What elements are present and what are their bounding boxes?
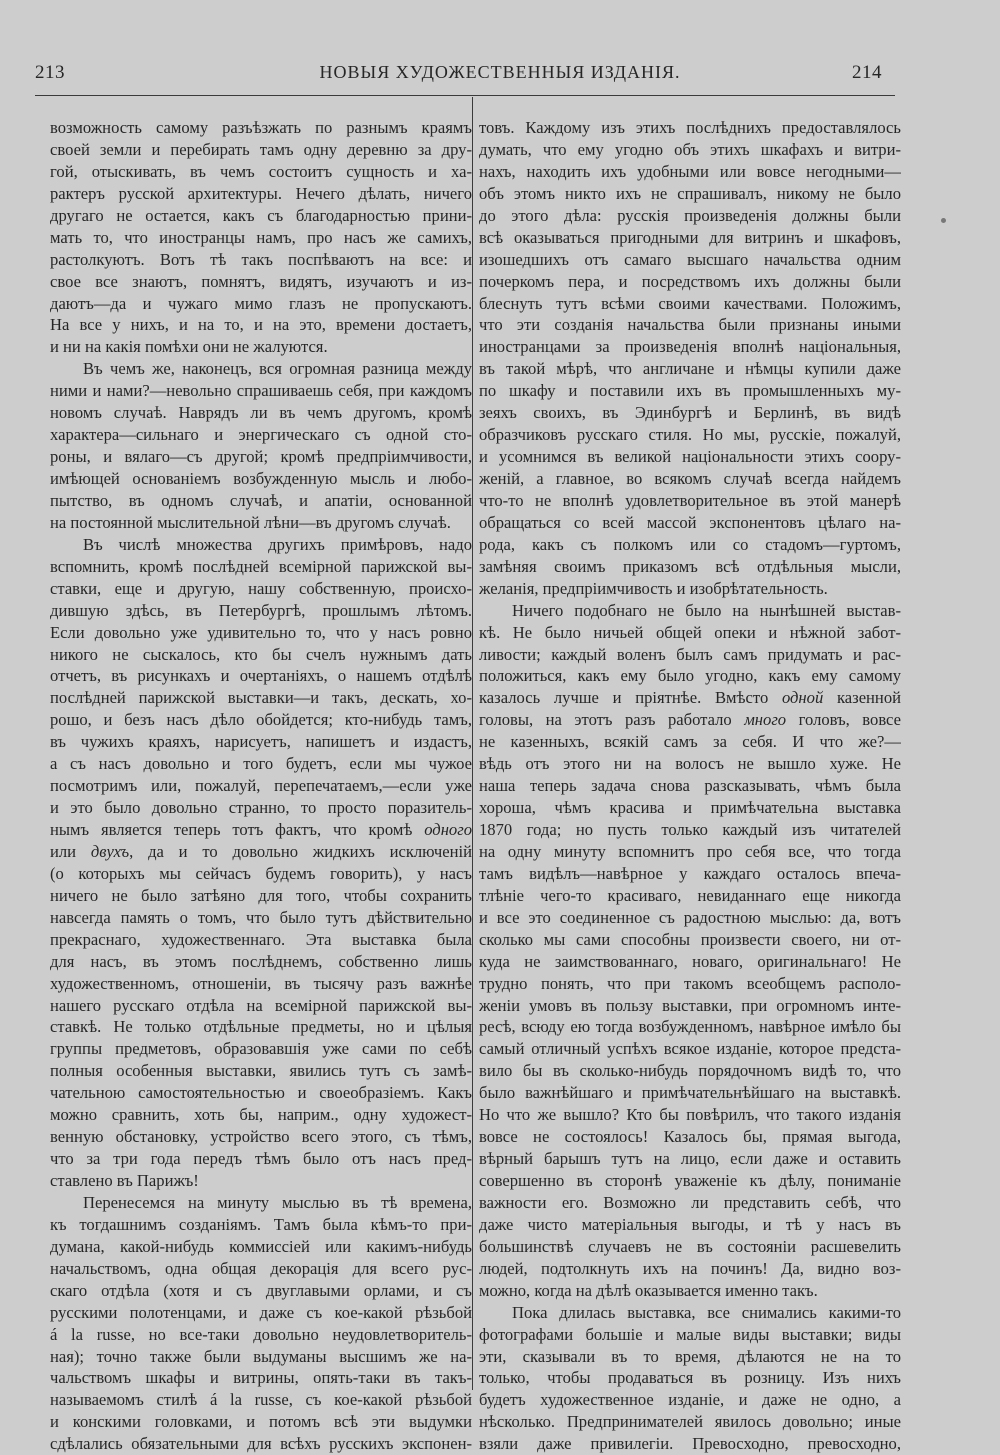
text-line: большинствѣ случаевъ не въ состояніи расшевелить — [479, 1236, 901, 1256]
text-line: свое все знаютъ, помнятъ, видятъ, изучаютъ и из- — [50, 271, 472, 291]
text-line: русскими полотенцами, и даже съ кое-какой рѣзьбой — [50, 1302, 472, 1322]
text-line: ная); точно также были выдуманы высшимъ же на- — [50, 1346, 472, 1366]
text-line: на постоянной мыслительной лѣни—въ другомъ случаѣ. — [50, 512, 451, 532]
text-line: (о которыхъ мы сейчасъ будемъ говорить), у насъ — [50, 863, 472, 883]
text-line: по шкафу и поставили ихъ въ промышленныхъ му- — [479, 381, 901, 401]
text-line: думана, какой-нибудь коммиссіей или какимъ-нибудь — [50, 1236, 472, 1256]
text-line: даже чисто матеріальныя выгоды, и тѣ у насъ въ — [479, 1214, 901, 1234]
text-line: сдѣлались обязательными для всѣхъ русскихъ экспонен- — [50, 1434, 472, 1454]
text-line: иностранцами за произведенія вполнѣ національныя, — [479, 337, 901, 357]
text-line: ними и нами?—невольно спрашиваешь себя, при каждомъ — [50, 381, 472, 401]
text-line: до этого дѣла: русскія произведенія должны были — [479, 205, 901, 225]
text-line: а съ насъ довольно и того будетъ, если мы чужое — [50, 754, 472, 774]
text-line: и усомнимся въ великой національности этихъ соору- — [479, 447, 901, 467]
text-line: рошо, и безъ насъ дѣло обойдется; кто-нибудь тамъ, — [50, 710, 472, 730]
text-line: не казенныхъ, всякій самъ за себя. И что же?— — [479, 732, 901, 752]
text-line: вѣрный барышъ тутъ на лицо, если даже и оставить — [479, 1149, 901, 1169]
left-column — [50, 117, 472, 1455]
text-line: самый отличный успѣхъ всякое изданіе, которое предста- — [479, 1039, 901, 1059]
text-line: вспомнить, кромѣ послѣдней всемірной парижской вы- — [50, 556, 472, 576]
text-line: тамъ видѣлъ—навѣрное у каждаго осталось впеча- — [479, 863, 901, 883]
text-line: гой, отыскивать, въ чемъ состоитъ сущность и ха- — [50, 161, 472, 181]
text-line: будетъ художественное изданіе, и даже не одно, а — [479, 1390, 901, 1410]
running-title: НОВЫЯ ХУДОЖЕСТВЕННЫЯ ИЗДАНІЯ. — [319, 62, 681, 82]
text-line: своей земли и перебирать тамъ одну деревню за дру- — [50, 139, 472, 159]
text-line: прекраснаго, художественнаго. Эта выставка была — [50, 929, 472, 949]
text-line: растолкуютъ. Вотъ тѣ такъ поспѣваютъ на все: и — [50, 249, 472, 269]
text-line: навсегда память о томъ, что было тутъ дѣйствительно — [50, 907, 472, 927]
text-line: зеяхъ своихъ, въ Эдинбургѣ и Берлинѣ, въ видѣ — [479, 403, 901, 423]
text-line: нымъ является теперь тотъ фактъ, что кромѣ одного — [50, 820, 472, 839]
text-line: замѣняя своимъ приказомъ всѣ отдѣльныя мысли, — [479, 556, 901, 576]
text-line: 1870 года; но пусть только каждый изъ читателей — [479, 820, 901, 839]
text-line: Перенесемся на минуту мыслью въ тѣ времена, — [83, 1192, 472, 1212]
text-line: вовсе не состоялось! Казалось бы, прямая выгода, — [479, 1127, 901, 1147]
text-line: въ чужихъ краяхъ, нарисуетъ, напишетъ и издастъ, — [50, 732, 472, 752]
text-line: взяли даже привилегіи. Превосходно, превосходно, — [479, 1434, 901, 1454]
text-line: возможность самому разъѣзжать по разнымъ краямъ — [50, 118, 472, 137]
text-line: головы, на этотъ разъ работало много головъ, вовсе — [479, 710, 901, 730]
text-line: пытство, въ одномъ случаѣ, и апатіи, основанной — [50, 490, 472, 510]
text-line: людей, подтолкнуть ихъ на починъ! Да, видно воз- — [479, 1258, 901, 1278]
text-line: даютъ—да и чужаго мимо глазъ не пропускаютъ. — [50, 293, 472, 313]
text-line: блеснуть тутъ всѣми своими качествами. Положимъ, — [479, 293, 901, 313]
right-column — [479, 117, 901, 1455]
text-line: и это было довольно странно, то просто поразитель- — [50, 798, 472, 818]
text-line: Если довольно уже удивительно то, что у насъ ровно — [50, 622, 472, 642]
text-line: ливости; каждый воленъ былъ самъ придумать и рас- — [479, 644, 901, 664]
text-line: вѣдь отъ этого ни на волосъ не вышло хуже. Не — [479, 754, 901, 774]
text-line: имѣющей основаніемъ возбужденную мысль и любо- — [50, 469, 472, 488]
text-line: венную обстановку, устройство всего этого, съ тѣмъ, — [50, 1127, 472, 1147]
text-line: можно, когда на дѣлѣ оказывается именно такъ. — [479, 1280, 818, 1300]
text-line: начальствомъ, одна общая декорація для всего рус- — [50, 1258, 472, 1278]
text-line: было важнѣйшаго и примѣчательнѣйшаго на выставкѣ. — [479, 1083, 901, 1103]
text-line: наша теперь задача снова разсказывать, чѣмъ была — [479, 776, 901, 796]
text-line: никого не сыскалось, кто бы счелъ нужнымъ дать — [50, 644, 472, 664]
text-line: женій, а главное, во всякомъ случаѣ всегда найдемъ — [479, 469, 901, 488]
text-line: хороша, чѣмъ красива и примѣчательна выставка — [479, 798, 901, 818]
text-line: Въ числѣ множества другихъ примѣровъ, надо — [83, 534, 472, 554]
page-number-left: 213 — [35, 62, 65, 83]
text-line: Въ чемъ же, наконецъ, вся огромная разница между — [83, 359, 472, 379]
text-line: что эти созданія начальства были признаны иными — [479, 315, 901, 335]
text-line: изошедшихъ отъ самаго высшаго начальства одним — [479, 249, 901, 269]
text-line: другаго не остается, какъ съ благодарностью прини- — [50, 205, 472, 225]
text-line: характера—сильнаго и энергическаго съ одной сто- — [50, 425, 472, 445]
text-line: нашего русскаго отдѣла на всемірной парижской вы- — [50, 995, 472, 1015]
text-line: въ такой мѣрѣ, что англичане и нѣмцы купили даже — [479, 359, 901, 379]
text-line: что за три года передъ тѣмъ было отъ насъ пред- — [50, 1149, 472, 1169]
text-line: и конскими головками, и потомъ всѣ эти выдумки — [50, 1412, 472, 1432]
text-line: роны, и вялаго—съ другой; кромѣ предпріимчивости, — [50, 447, 472, 467]
text-line: полныя особенныя выставки, явились тутъ съ замѣ- — [50, 1061, 472, 1081]
text-line: рода, какъ съ полкомъ или со стадомъ—гуртомъ, — [479, 534, 901, 554]
text-line: только, чтобы продаваться въ розницу. Изъ нихъ — [479, 1368, 901, 1388]
column-rule — [472, 97, 473, 1390]
text-line: сколько мы сами способны произвести своего, ни от- — [479, 929, 901, 949]
text-line: Пока длилась выставка, все снимались какими-то — [512, 1302, 901, 1322]
text-line: дившую здѣсь, въ Петербургѣ, прошлымъ лѣтомъ. — [50, 600, 472, 620]
text-line: вило бы въ сколько-нибудь порядочномъ видѣ то, что — [479, 1061, 901, 1081]
text-line: чальствомъ шкафы и витрины, опять-таки въ такъ- — [50, 1368, 472, 1388]
text-line: или двухъ, да и то довольно жидкихъ исключеній — [50, 841, 472, 861]
text-line: совершенно въ сторонѣ уваженіе къ дѣлу, пониманіе — [479, 1171, 901, 1190]
text-line: фотографами большіе и малые виды выставки; виды — [479, 1324, 901, 1344]
text-line: почеркомъ пера, и посредствомъ ихъ должны были — [479, 271, 901, 291]
text-line: чательною самостоятельностью и своеобразіемъ. Какъ — [50, 1083, 472, 1103]
text-line: ничего не было затѣяно для того, чтобы сохранить — [50, 885, 472, 905]
text-line: называемомъ стилѣ á la russe, съ кое-какой рѣзьбой — [50, 1390, 472, 1410]
text-line: Но что же вышло? Кто бы повѣрилъ, что такого изданія — [479, 1105, 901, 1125]
text-line: группы предметовъ, образовавшія уже сами по себѣ — [50, 1039, 472, 1059]
text-line: казалось лучше и пріятнѣе. Вмѣсто одной казенной — [479, 688, 901, 708]
text-line: скаго отдѣла (хотя и съ двуглавыми орлами, и съ — [50, 1280, 472, 1300]
text-line: желанія, предпріимчивость и изобрѣтательность. — [479, 578, 828, 598]
text-line: важности его. Возможно ли представить себѣ, что — [479, 1192, 901, 1212]
text-line: товъ. Каждому изъ этихъ послѣднихъ предоставлялось — [479, 118, 901, 137]
text-line: послѣдней парижской выставки—и такъ, дескать, хо- — [50, 688, 472, 708]
text-line: ставки, еще и другую, нашу собственную, происхо- — [50, 578, 472, 598]
text-line: обращаться со всей массой экспонентовъ цѣлаго на- — [479, 512, 901, 532]
text-line: На все у нихъ, и на то, и на это, времени достаетъ, — [50, 315, 472, 335]
text-line: положиться, какъ ему было угодно, какъ ему самому — [479, 666, 901, 686]
text-line: и ни на какія помѣхи они не жалуются. — [50, 337, 328, 357]
text-line: кѣ. Не было ничьей общей опеки и нѣжной забот- — [479, 622, 901, 642]
text-line: ставкѣ. Не только отдѣльные предметы, но и цѣлыя — [50, 1017, 472, 1037]
text-line: посмотримъ или, пожалуй, перепечатаемъ,—если уже — [50, 776, 472, 796]
text-line: рактеръ русской архитектуры. Нечего дѣлать, ничего — [50, 183, 472, 203]
text-line: художественномъ, отношеніи, въ тысячу разъ важнѣе — [50, 973, 472, 993]
text-line: тлѣніе чего-то красиваго, невиданнаго еще никогда — [479, 885, 901, 905]
ink-speck — [941, 218, 946, 223]
text-line: всѣ оказываться пригодными для витринъ и шкафовъ, — [479, 227, 901, 247]
text-line: нѣсколько. Предпринимателей явилось довольно; иные — [479, 1412, 901, 1432]
text-line: образчиковъ русскаго стиля. Но мы, русскіе, пожалуй, — [479, 425, 901, 445]
text-line: можно сравнить, хоть бы, наприм., одну художест- — [50, 1105, 472, 1125]
text-line: новомъ случаѣ. Наврядъ ли въ чемъ другомъ, кромѣ — [50, 403, 472, 423]
text-line: á la russe, но все-таки довольно неудовлетворитель- — [50, 1324, 472, 1344]
text-line: ставлено въ Парижъ! — [50, 1171, 199, 1190]
text-line: для насъ, въ этомъ послѣднемъ, собственно лишь — [50, 951, 472, 971]
header-rule — [35, 95, 895, 96]
text-line: Ничего подобнаго не было на нынѣшней выстав- — [512, 600, 901, 620]
page-number-right: 214 — [852, 62, 882, 83]
text-line: эти, сказывали въ то время, дѣлаются не на то — [479, 1346, 901, 1366]
text-line: нахъ, находить ихъ удобными или вовсе негодными— — [479, 161, 901, 181]
text-line: ресѣ, всюду ею тогда возбужденномъ, навѣрное имѣло бы — [479, 1017, 901, 1037]
text-line: думать, что ему угодно объ этихъ шкафахъ и витри- — [479, 139, 901, 159]
text-line: трудно понять, что при такомъ всеобщемъ располо- — [479, 973, 901, 993]
text-line: что-то не вполнѣ удовлетворительное въ этой манерѣ — [479, 490, 901, 510]
text-line: женіи умовъ въ пользу выставки, при огромномъ инте- — [479, 995, 901, 1015]
text-line: къ тогдашнимъ созданіямъ. Тамъ была кѣмъ-то при- — [50, 1214, 472, 1234]
text-line: объ этомъ никто ихъ не спрашивалъ, никому не было — [479, 183, 901, 203]
text-line: отчетъ, въ рисункахъ и очертаніяхъ, о нашемъ отдѣлѣ — [50, 666, 472, 686]
text-line: и все это соединенное съ радостною мыслью: да, вотъ — [479, 907, 901, 927]
text-line: на одну минуту вспомнитъ про себя все, что тогда — [479, 841, 901, 861]
text-line: куда не заимствованнаго, новаго, оригинальнаго! Не — [479, 951, 901, 971]
text-line: мать то, что иностранцы намъ, про насъ же самихъ, — [50, 227, 472, 247]
